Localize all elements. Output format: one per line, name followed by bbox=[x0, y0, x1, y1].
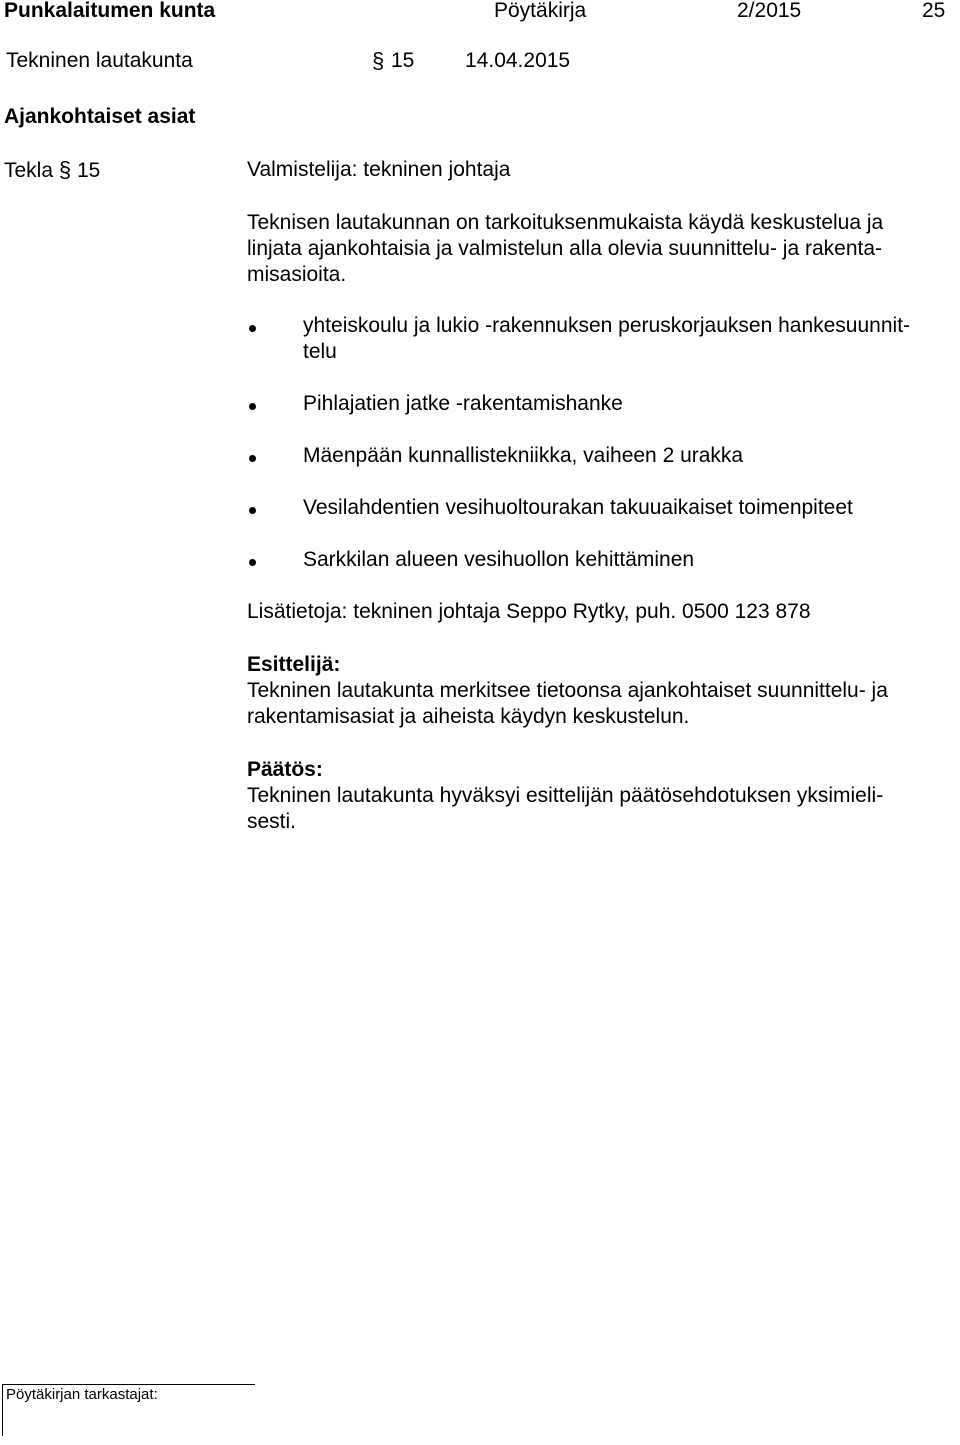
decision-text: sesti. bbox=[247, 810, 297, 833]
organization-name: Punkalaitumen kunta bbox=[4, 0, 216, 22]
decision-text: Tekninen lautakunta hyväksyi esittelijän päätösehdotuksen yksimieli- bbox=[247, 784, 884, 807]
document-type: Pöytäkirja bbox=[494, 0, 587, 22]
presenter-text: rakentamisasiat ja aiheista käydyn keskustelun. bbox=[247, 705, 690, 728]
topic-text: Pihlajatien jatke -rakentamishanke bbox=[303, 392, 623, 415]
bullet-icon bbox=[249, 507, 256, 514]
meeting-date: 14.04.2015 bbox=[465, 49, 571, 72]
intro-line: Teknisen lautakunnan on tarkoituksenmukaista käydä keskustelua ja bbox=[247, 211, 884, 234]
preparer: Valmistelija: tekninen johtaja bbox=[247, 158, 511, 181]
bullet-icon bbox=[249, 559, 256, 566]
topic-text: Mäenpään kunnallistekniikka, vaiheen 2 urakka bbox=[303, 444, 744, 467]
intro-line: misasioita. bbox=[247, 263, 347, 286]
section-number: 15 bbox=[391, 49, 415, 72]
section-sign: § bbox=[372, 48, 385, 73]
topic-text-continued: telu bbox=[303, 340, 337, 363]
topic-text: yhteiskoulu ja lukio -rakennuksen peruskorjauksen hankesuunnit- bbox=[303, 314, 911, 337]
presenter-label: Esittelijä: bbox=[247, 653, 341, 676]
tekla-section-sign: § bbox=[58, 157, 72, 182]
intro-line: linjata ajankohtaisia ja valmistelun alla olevia suunnittelu- ja rakenta- bbox=[247, 237, 883, 260]
page-number: 25 bbox=[922, 0, 946, 22]
bullet-icon bbox=[249, 325, 256, 332]
signature-left-rule bbox=[2, 1384, 3, 1436]
tekla-prefix: Tekla bbox=[4, 159, 54, 182]
board-name: Tekninen lautakunta bbox=[6, 49, 193, 72]
signature-label: Pöytäkirjan tarkastajat: bbox=[6, 1386, 158, 1403]
bullet-icon bbox=[249, 403, 256, 410]
presenter-text: Tekninen lautakunta merkitsee tietoonsa ajankohtaiset suunnittelu- ja bbox=[247, 679, 888, 702]
bullet-icon bbox=[249, 455, 256, 462]
more-info: Lisätietoja: tekninen johtaja Seppo Rytky, puh. 0500 123 878 bbox=[247, 600, 811, 623]
topic-text: Sarkkilan alueen vesihuollon kehittäminen bbox=[303, 548, 695, 571]
document-number: 2/2015 bbox=[737, 0, 802, 22]
signature-top-rule bbox=[2, 1384, 255, 1385]
item-heading: Ajankohtaiset asiat bbox=[4, 105, 196, 128]
topic-text: Vesilahdentien vesihuoltourakan takuuaikaiset toimenpiteet bbox=[303, 496, 853, 519]
tekla-number: 15 bbox=[76, 159, 101, 182]
tekla-reference bbox=[4, 157, 100, 184]
decision-label: Päätös: bbox=[247, 758, 323, 781]
